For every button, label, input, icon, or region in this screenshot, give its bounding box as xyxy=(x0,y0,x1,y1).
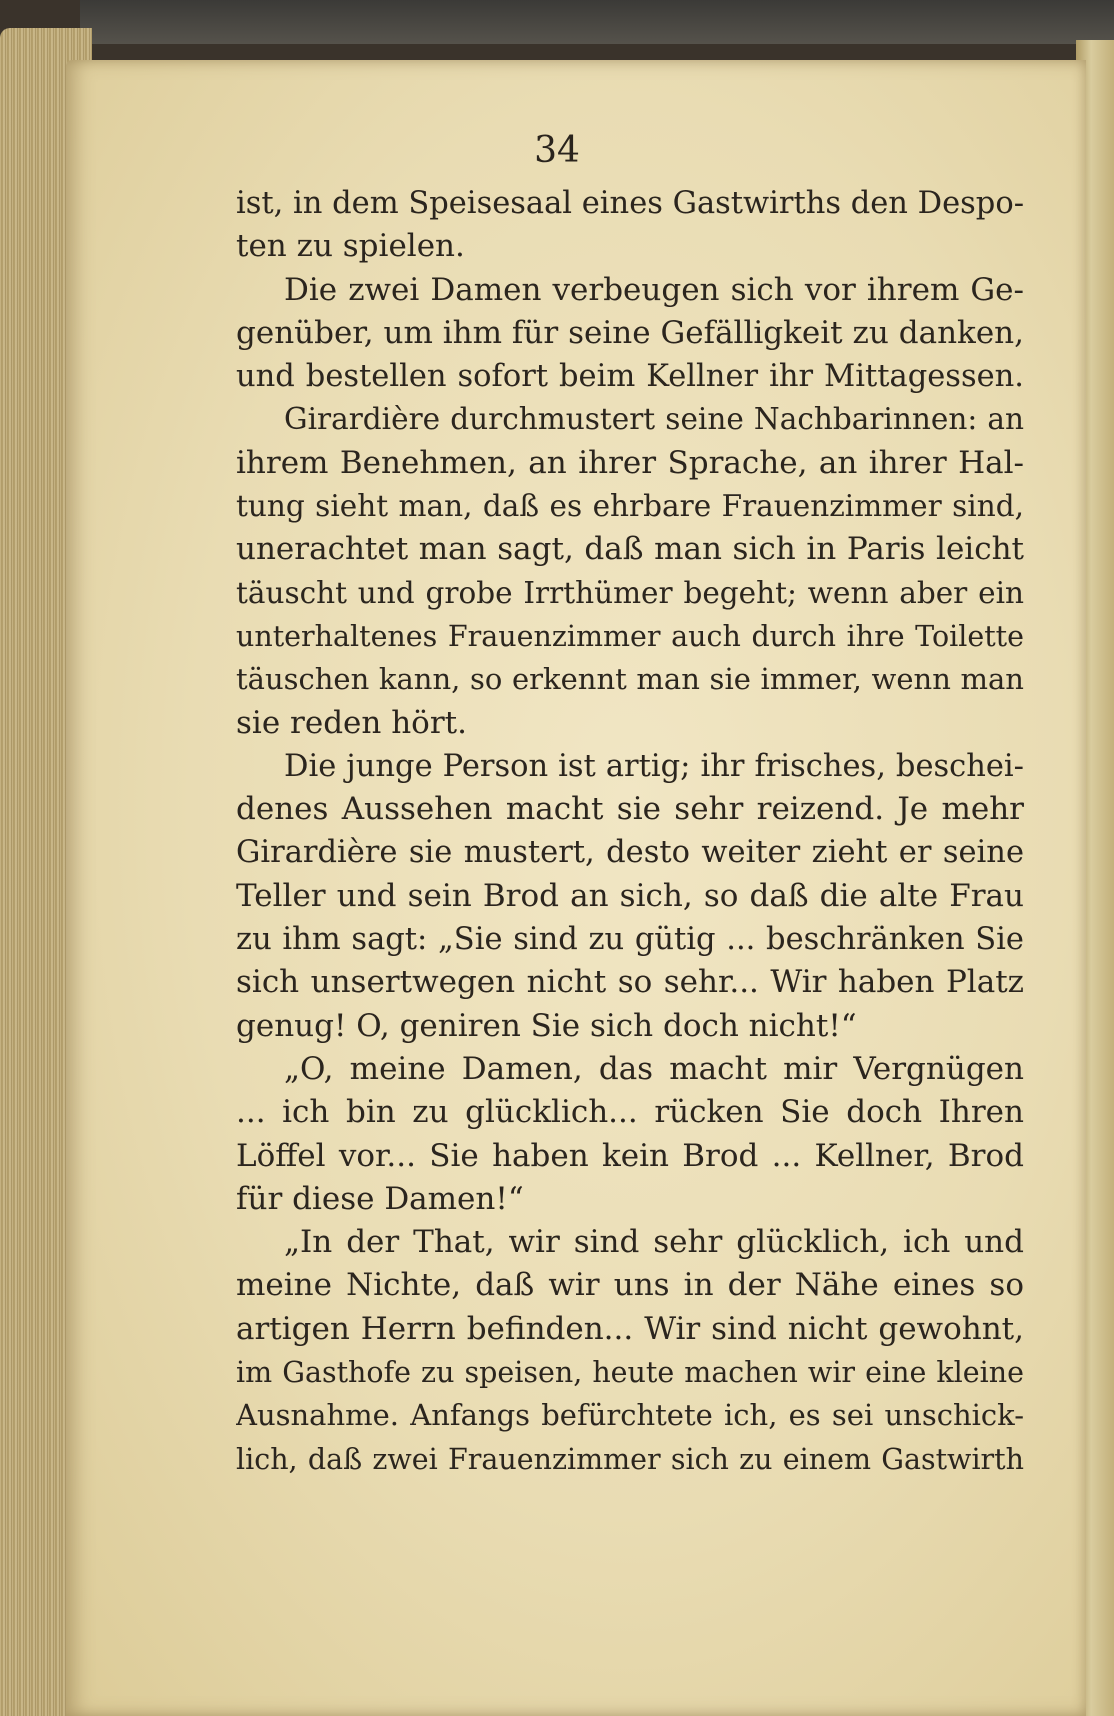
text-line: täuschen kann, so erkennt man sie immer, wenn man xyxy=(236,662,1024,697)
text-line: täuscht und grobe Irrthümer begeht; wenn aber ein xyxy=(236,575,1024,610)
text-line: Die junge Person ist artig; ihr frisches, beschei- xyxy=(284,748,1024,784)
text-line: ihrem Benehmen, an ihrer Sprache, an ihrer Hal- xyxy=(236,444,1024,481)
text-line: für diese Damen!“ xyxy=(236,1180,524,1217)
body-text xyxy=(236,182,1024,1481)
text-line: Girardière sie mustert, desto weiter zieht er seine xyxy=(236,835,1024,871)
text-line: „O, meine Damen, das macht mir Vergnügen xyxy=(284,1050,1024,1087)
text-line: Teller und sein Brod an sich, so daß die alte Frau xyxy=(236,877,1024,914)
text-line: Ausnahme. Anfangs befürchtete ich, es sei unschick- xyxy=(236,1398,1024,1433)
text-line: ... ich bin zu glücklich... rücken Sie doch Ihren xyxy=(236,1094,1024,1131)
text-line: meine Nichte, daß wir uns in der Nähe eines so xyxy=(236,1267,1024,1304)
text-line: Girardière durchmustert seine Nachbarinnen: an xyxy=(284,402,1024,437)
text-line: Löffel vor... Sie haben kein Brod ... Kellner, Brod xyxy=(236,1137,1024,1174)
book-cover-edge xyxy=(80,0,1114,44)
text-line: sie reden hört. xyxy=(236,704,467,741)
text-line: genüber, um ihm für seine Gefälligkeit zu danken, xyxy=(236,314,1024,351)
text-line: unterhaltenes Frauenzimmer auch durch ihre Toilette xyxy=(236,619,1024,653)
text-line: sich unsertwegen nicht so sehr... Wir haben Platz xyxy=(236,964,1024,1001)
text-line: artigen Herrn befinden... Wir sind nicht gewohnt, xyxy=(236,1310,1024,1347)
text-line: unerachtet man sagt, daß man sich in Paris leicht xyxy=(236,531,1024,568)
text-line: tung sieht man, daß es ehrbare Frauenzimmer sind, xyxy=(236,489,1024,524)
text-line: zu ihm sagt: „Sie sind zu gütig ... beschränken Sie xyxy=(236,922,1024,958)
text-line: im Gasthofe zu speisen, heute machen wir eine kleine xyxy=(236,1356,1024,1390)
text-line: Die zwei Damen verbeugen sich vor ihrem Ge- xyxy=(284,271,1024,308)
text-line: „In der That, wir sind sehr glücklich, ich und xyxy=(284,1224,1024,1261)
text-line: und bestellen sofort beim Kellner ihr Mittagessen. xyxy=(236,359,1024,395)
text-line: genug! O, geniren Sie sich doch nicht!“ xyxy=(236,1007,857,1044)
text-line: ist, in dem Speisesaal eines Gastwirths den Despo- xyxy=(236,186,1024,221)
text-line: ten zu spielen. xyxy=(236,228,465,265)
text-line: denes Aussehen macht sie sehr reizend. Je mehr xyxy=(236,791,1024,828)
page-number: 34 xyxy=(534,130,580,171)
text-line: lich, daß zwei Frauenzimmer sich zu einem Gastwirth xyxy=(236,1442,1024,1476)
